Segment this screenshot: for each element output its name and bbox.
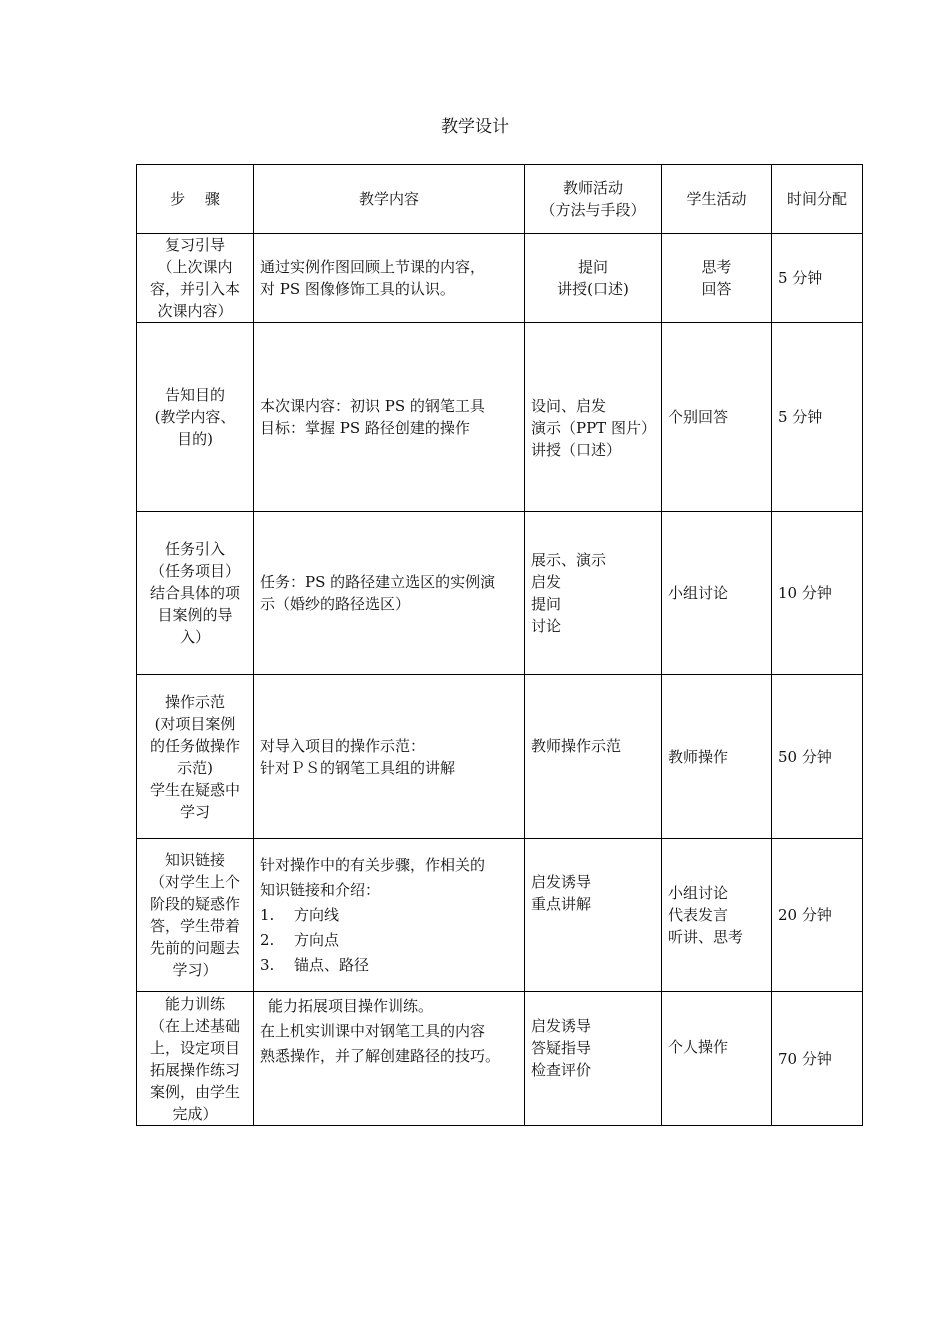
step-text: 示范) [177, 758, 213, 777]
step-text: 目的) [177, 430, 213, 448]
student-text: 代表发言 [668, 906, 729, 924]
content-text: 能力拓展项目操作训练。 [268, 997, 434, 1015]
step-text: (对项目案例 [154, 714, 236, 733]
table-header-row [137, 165, 863, 234]
step-text: 告知目的 [164, 386, 225, 404]
student-text: 小组讨论 [668, 884, 729, 902]
student-text: 个别回答 [668, 408, 729, 426]
student-text: 听讲、思考 [668, 928, 744, 946]
teacher-text: 启发 [531, 573, 562, 591]
step-cell [137, 512, 254, 675]
page-title: 教学设计 [441, 117, 509, 137]
teacher-text: 演示（PPT 图片） [531, 419, 656, 437]
step-text: （任务项目） [149, 562, 240, 580]
list-item [260, 928, 518, 953]
teacher-text: 教师操作示范 [531, 737, 622, 755]
list-item [260, 953, 518, 978]
step-text: 能力训练 [164, 994, 225, 1013]
time-cell: 70 分钟 [772, 992, 863, 1126]
content-cell [254, 839, 525, 992]
student-text: 教师操作 [668, 747, 729, 766]
teacher-text: 答疑指导 [531, 1039, 592, 1057]
step-text: 上，设定项目 [149, 1038, 240, 1057]
step-cell [137, 839, 254, 992]
step-text: 学习） [172, 961, 218, 979]
content-text: 通过实例作图回顾上节课的内容， [260, 258, 486, 276]
content-list [260, 903, 518, 978]
step-text: (教学内容、 [154, 408, 236, 426]
student-cell [662, 323, 772, 512]
student-cell [662, 512, 772, 675]
header-content: 教学内容 [254, 165, 525, 234]
teacher-text: 讲授（口述） [531, 441, 622, 459]
content-text: 本次课内容：初识 PS 的钢笔工具 [260, 397, 485, 415]
list-item-text: 方向点 [294, 930, 340, 949]
step-cell [137, 992, 254, 1126]
content-text: 对导入项目的操作示范： [260, 736, 426, 755]
content-text: 在上机实训课中对钢笔工具的内容 [260, 1022, 486, 1040]
teacher-cell [525, 512, 662, 675]
step-cell [137, 323, 254, 512]
table-row [137, 512, 863, 675]
time-cell: 20 分钟 [772, 839, 863, 992]
step-text: 先前的问题去 [149, 939, 240, 957]
step-text: 案例，由学生 [149, 1082, 240, 1101]
table-row [137, 839, 863, 992]
time-cell: 10 分钟 [772, 512, 863, 675]
step-cell [137, 675, 254, 839]
table-row [137, 323, 863, 512]
content-cell [254, 992, 525, 1126]
header-time: 时间分配 [772, 165, 863, 234]
teacher-cell [525, 992, 662, 1126]
teacher-text: 展示、演示 [531, 551, 607, 569]
content-text: 示（婚纱的路径选区） [260, 595, 411, 613]
step-text: 学生在疑惑中 [149, 780, 240, 799]
student-text: 回答 [701, 280, 732, 298]
teacher-cell [525, 323, 662, 512]
student-text: 小组讨论 [668, 584, 729, 602]
header-teacher-line: 教师活动 [562, 179, 623, 197]
student-text: 个人操作 [668, 1038, 729, 1056]
student-cell [662, 992, 772, 1126]
student-cell [662, 839, 772, 992]
step-text: 目案例的导 [157, 606, 233, 624]
teacher-text: 提问 [531, 595, 562, 613]
step-text: 学习 [179, 802, 210, 821]
content-text: 目标：掌握 PS 路径创建的操作 [260, 419, 470, 437]
teacher-text: 启发诱导 [531, 873, 592, 891]
list-item [260, 903, 518, 928]
list-item-text: 锚点、路径 [294, 955, 370, 974]
teacher-text: 启发诱导 [531, 1017, 592, 1035]
step-text: 复习引导 [164, 236, 225, 254]
content-cell [254, 512, 525, 675]
step-text: 次课内容） [157, 302, 233, 320]
teacher-cell [525, 234, 662, 323]
content-text: 任务：PS 的路径建立选区的实例演 [260, 573, 496, 591]
list-item-number: 1. [260, 905, 275, 924]
step-text: （在上述基础 [149, 1016, 240, 1035]
table-row [137, 992, 863, 1126]
content-cell [254, 675, 525, 839]
content-cell [254, 323, 525, 512]
header-teacher-line: （方法与手段） [540, 201, 646, 219]
header-step: 步 骤 [137, 165, 254, 234]
student-text: 思考 [701, 258, 732, 276]
step-text: 入） [179, 628, 210, 646]
header-teacher [525, 165, 662, 234]
step-text: 结合具体的项 [149, 584, 240, 602]
step-text: 操作示范 [164, 692, 225, 711]
step-text: （上次课内 [157, 258, 233, 276]
student-cell [662, 234, 772, 323]
content-text: 熟悉操作，并了解创建路径的技巧。 [260, 1047, 501, 1065]
teacher-text: 检查评价 [531, 1061, 592, 1079]
table-row [137, 675, 863, 839]
content-text: 针对操作中的有关步骤，作相关的 [260, 855, 486, 874]
teacher-cell [525, 839, 662, 992]
teacher-text: 讲授(口述) [557, 280, 629, 298]
header-student: 学生活动 [662, 165, 772, 234]
time-cell: 50 分钟 [772, 675, 863, 839]
teaching-plan-table [136, 164, 863, 1126]
content-text: 知识链接和介绍： [260, 880, 381, 899]
content-text: 针对ＰＳ的钢笔工具组的讲解 [260, 758, 456, 777]
teacher-text: 讨论 [531, 617, 562, 635]
step-text: 知识链接 [164, 851, 225, 869]
step-text: 容，并引入本 [149, 280, 240, 298]
student-cell [662, 675, 772, 839]
list-item-text: 方向线 [294, 905, 340, 924]
time-cell: 5 分钟 [772, 323, 863, 512]
step-cell [137, 234, 254, 323]
list-item-number: 2. [260, 930, 275, 949]
step-text: 任务引入 [164, 540, 225, 558]
step-text: 的任务做操作 [149, 736, 240, 755]
content-text: 对 PS 图像修饰工具的认识。 [260, 280, 455, 298]
step-text: 拓展操作练习 [149, 1060, 240, 1079]
teacher-text: 设问、启发 [531, 397, 607, 415]
teacher-text: 重点讲解 [531, 895, 592, 913]
step-text: 完成） [172, 1104, 218, 1123]
step-text: 阶段的疑惑作 [149, 895, 240, 913]
table-row [137, 234, 863, 323]
teacher-text: 提问 [577, 258, 608, 276]
teacher-cell [525, 675, 662, 839]
step-text: （对学生上个 [149, 873, 240, 891]
content-cell [254, 234, 525, 323]
list-item-number: 3. [260, 955, 275, 974]
step-text: 答，学生带着 [149, 917, 240, 935]
time-cell: 5 分钟 [772, 234, 863, 323]
